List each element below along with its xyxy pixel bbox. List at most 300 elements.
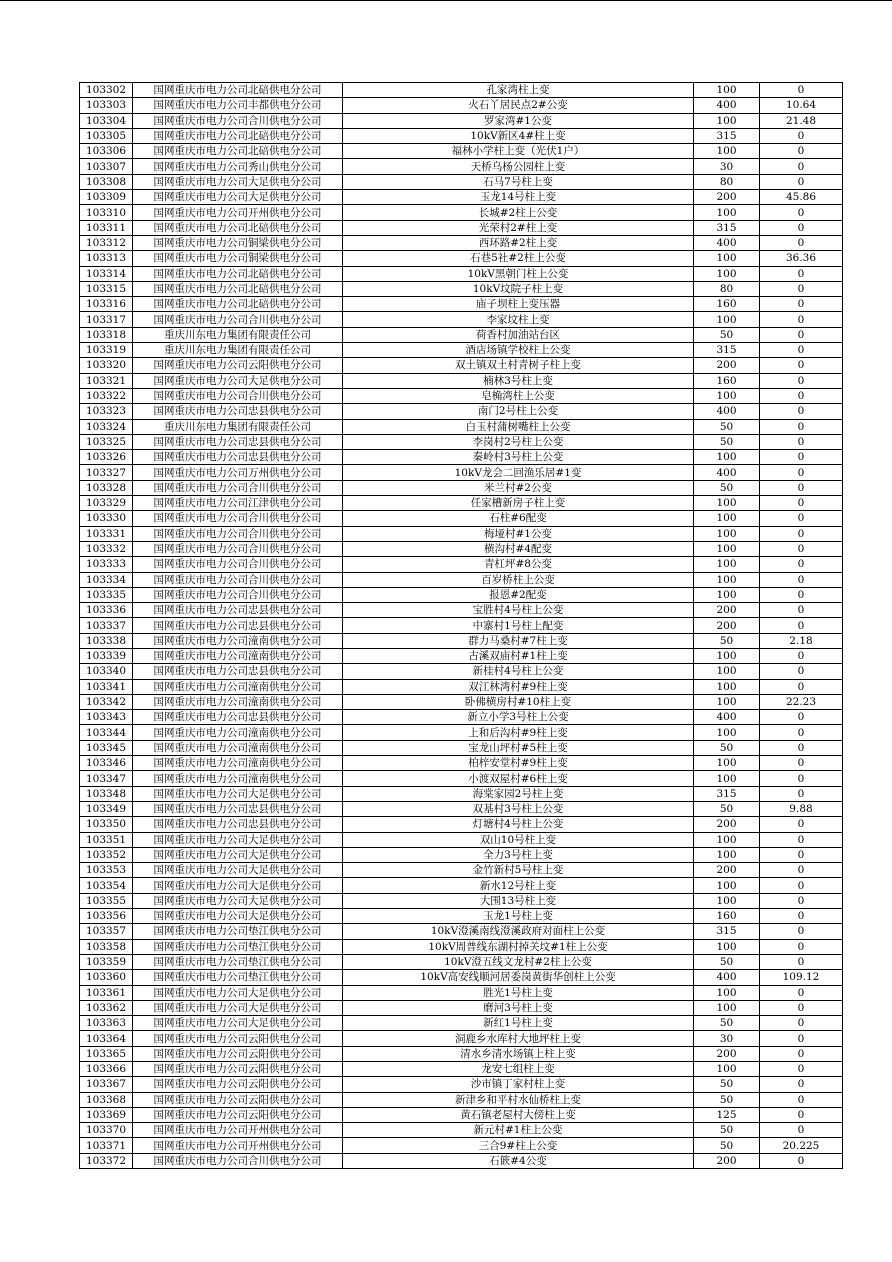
table-row: [80, 281, 843, 296]
capacity-cell: 315: [694, 220, 760, 235]
capacity-cell: 50: [694, 633, 760, 648]
row-id-cell: 103350: [80, 817, 133, 832]
transformer-name-cell: 新桂村4号柱上公变: [343, 664, 694, 679]
company-cell: 国网重庆市电力公司大足供电分公司: [133, 909, 343, 924]
company-cell: 国网重庆市电力公司潼南供电分公司: [133, 694, 343, 709]
capacity-cell: 100: [694, 1062, 760, 1077]
capacity-cell: 100: [694, 756, 760, 771]
row-id-cell: 103324: [80, 419, 133, 434]
value-cell: 0: [760, 235, 843, 250]
value-cell: 0: [760, 909, 843, 924]
row-id-cell: 103311: [80, 220, 133, 235]
company-cell: 国网重庆市电力公司潼南供电分公司: [133, 679, 343, 694]
row-id-cell: 103310: [80, 205, 133, 220]
table-row: [80, 98, 843, 113]
table-row: [80, 801, 843, 816]
capacity-cell: 100: [694, 648, 760, 663]
transformer-name-cell: 双土镇双土村青树子柱上变: [343, 358, 694, 373]
capacity-cell: 100: [694, 388, 760, 403]
company-cell: 国网重庆市电力公司北碚供电分公司: [133, 297, 343, 312]
value-cell: 0: [760, 603, 843, 618]
row-id-cell: 103358: [80, 939, 133, 954]
transformer-name-cell: 石马7号柱上变: [343, 174, 694, 189]
row-id-cell: 103319: [80, 343, 133, 358]
company-cell: 国网重庆市电力公司合川供电分公司: [133, 1153, 343, 1168]
capacity-cell: 100: [694, 572, 760, 587]
row-id-cell: 103332: [80, 541, 133, 556]
transformer-name-cell: 群力马桑村#7柱上变: [343, 633, 694, 648]
value-cell: 20.225: [760, 1138, 843, 1153]
value-cell: 0: [760, 725, 843, 740]
company-cell: 国网重庆市电力公司开州供电分公司: [133, 205, 343, 220]
value-cell: 0: [760, 144, 843, 159]
value-cell: 0: [760, 419, 843, 434]
company-cell: 国网重庆市电力公司合川供电分公司: [133, 312, 343, 327]
capacity-cell: 200: [694, 618, 760, 633]
capacity-cell: 200: [694, 190, 760, 205]
capacity-cell: 50: [694, 1092, 760, 1107]
company-cell: 国网重庆市电力公司大足供电分公司: [133, 1016, 343, 1031]
transformer-name-cell: 磨河3号柱上变: [343, 1000, 694, 1015]
value-cell: 0: [760, 1000, 843, 1015]
company-cell: 国网重庆市电力公司忠县供电分公司: [133, 817, 343, 832]
row-id-cell: 103344: [80, 725, 133, 740]
value-cell: 0: [760, 159, 843, 174]
table-row: [80, 771, 843, 786]
transformer-name-cell: 酒店场镇学校柱上公变: [343, 343, 694, 358]
row-id-cell: 103323: [80, 404, 133, 419]
table-row: [80, 1046, 843, 1061]
capacity-cell: 100: [694, 526, 760, 541]
capacity-cell: 200: [694, 863, 760, 878]
row-id-cell: 103335: [80, 587, 133, 602]
value-cell: 0: [760, 1062, 843, 1077]
transformer-name-cell: 双江林湾村#9柱上变: [343, 679, 694, 694]
value-cell: 0: [760, 863, 843, 878]
table-row: [80, 1000, 843, 1015]
table-row: [80, 878, 843, 893]
company-cell: 国网重庆市电力公司云阳供电分公司: [133, 1107, 343, 1122]
company-cell: 重庆川东电力集团有限责任公司: [133, 419, 343, 434]
row-id-cell: 103330: [80, 511, 133, 526]
value-cell: 0: [760, 710, 843, 725]
table-row: [80, 496, 843, 511]
company-cell: 国网重庆市电力公司忠县供电分公司: [133, 434, 343, 449]
company-cell: 国网重庆市电力公司开州供电分公司: [133, 1123, 343, 1138]
row-id-cell: 103331: [80, 526, 133, 541]
table-row: [80, 756, 843, 771]
company-cell: 国网重庆市电力公司垫江供电分公司: [133, 924, 343, 939]
capacity-cell: 50: [694, 1077, 760, 1092]
transformer-name-cell: 横沟村#4配变: [343, 541, 694, 556]
table-row: [80, 1138, 843, 1153]
value-cell: 0: [760, 220, 843, 235]
capacity-cell: 315: [694, 128, 760, 143]
value-cell: 0: [760, 434, 843, 449]
row-id-cell: 103356: [80, 909, 133, 924]
table-row: [80, 664, 843, 679]
table-row: [80, 251, 843, 266]
transformer-name-cell: 火石丫居民点2#公变: [343, 98, 694, 113]
table-row: [80, 648, 843, 663]
capacity-cell: 200: [694, 603, 760, 618]
value-cell: 0: [760, 572, 843, 587]
capacity-cell: 200: [694, 358, 760, 373]
company-cell: 国网重庆市电力公司潼南供电分公司: [133, 740, 343, 755]
transformer-name-cell: 上和后沟村#9柱上变: [343, 725, 694, 740]
capacity-cell: 50: [694, 801, 760, 816]
transformer-table: [79, 82, 843, 1169]
value-cell: 0: [760, 1046, 843, 1061]
table-row: [80, 970, 843, 985]
row-id-cell: 103360: [80, 970, 133, 985]
row-id-cell: 103345: [80, 740, 133, 755]
value-cell: 0: [760, 664, 843, 679]
value-cell: 0: [760, 1031, 843, 1046]
table-row: [80, 113, 843, 128]
capacity-cell: 125: [694, 1107, 760, 1122]
table-row: [80, 266, 843, 281]
capacity-cell: 100: [694, 83, 760, 98]
row-id-cell: 103352: [80, 847, 133, 862]
row-id-cell: 103340: [80, 664, 133, 679]
value-cell: 0: [760, 847, 843, 862]
row-id-cell: 103302: [80, 83, 133, 98]
company-cell: 国网重庆市电力公司大足供电分公司: [133, 985, 343, 1000]
capacity-cell: 50: [694, 419, 760, 434]
value-cell: 36.36: [760, 251, 843, 266]
value-cell: 0: [760, 480, 843, 495]
transformer-name-cell: 10kV坟院子柱上变: [343, 281, 694, 296]
table-row: [80, 465, 843, 480]
transformer-name-cell: 10kV澄五线文龙村#2柱上公变: [343, 954, 694, 969]
transformer-name-cell: 孔家湾柱上变: [343, 83, 694, 98]
row-id-cell: 103343: [80, 710, 133, 725]
table-row: [80, 1107, 843, 1122]
transformer-name-cell: 秦岭村3号柱上公变: [343, 450, 694, 465]
transformer-name-cell: 新立小学3号柱上公变: [343, 710, 694, 725]
transformer-name-cell: 米兰村#2公变: [343, 480, 694, 495]
table-row: [80, 312, 843, 327]
capacity-cell: 100: [694, 725, 760, 740]
capacity-cell: 400: [694, 98, 760, 113]
transformer-name-cell: 清水乡清水场镇上柱上变: [343, 1046, 694, 1061]
company-cell: 国网重庆市电力公司大足供电分公司: [133, 832, 343, 847]
capacity-cell: 160: [694, 297, 760, 312]
row-id-cell: 103334: [80, 572, 133, 587]
capacity-cell: 100: [694, 939, 760, 954]
table-row: [80, 388, 843, 403]
company-cell: 国网重庆市电力公司大足供电分公司: [133, 373, 343, 388]
capacity-cell: 200: [694, 817, 760, 832]
company-cell: 国网重庆市电力公司北碚供电分公司: [133, 83, 343, 98]
capacity-cell: 100: [694, 664, 760, 679]
value-cell: 0: [760, 924, 843, 939]
row-id-cell: 103321: [80, 373, 133, 388]
company-cell: 国网重庆市电力公司垫江供电分公司: [133, 939, 343, 954]
company-cell: 国网重庆市电力公司北碚供电分公司: [133, 128, 343, 143]
row-id-cell: 103304: [80, 113, 133, 128]
transformer-name-cell: 新水12号柱上变: [343, 878, 694, 893]
company-cell: 国网重庆市电力公司江津供电分公司: [133, 496, 343, 511]
row-id-cell: 103362: [80, 1000, 133, 1015]
capacity-cell: 100: [694, 511, 760, 526]
transformer-name-cell: 龙安七组柱上变: [343, 1062, 694, 1077]
value-cell: 0: [760, 297, 843, 312]
table-row: [80, 633, 843, 648]
row-id-cell: 103326: [80, 450, 133, 465]
row-id-cell: 103333: [80, 557, 133, 572]
row-id-cell: 103348: [80, 786, 133, 801]
row-id-cell: 103355: [80, 893, 133, 908]
table-row: [80, 1031, 843, 1046]
value-cell: 0: [760, 1016, 843, 1031]
company-cell: 国网重庆市电力公司忠县供电分公司: [133, 801, 343, 816]
value-cell: 0: [760, 388, 843, 403]
table-row: [80, 159, 843, 174]
table-row: [80, 1153, 843, 1168]
transformer-name-cell: 任家槽新房子柱上变: [343, 496, 694, 511]
transformer-name-cell: 皂桷湾柱上公变: [343, 388, 694, 403]
value-cell: 109.12: [760, 970, 843, 985]
company-cell: 国网重庆市电力公司潼南供电分公司: [133, 633, 343, 648]
value-cell: 0: [760, 954, 843, 969]
transformer-name-cell: 百岁桥柱上公变: [343, 572, 694, 587]
transformer-name-cell: 天桥乌杨公园柱上变: [343, 159, 694, 174]
transformer-name-cell: 新元村#1柱上公变: [343, 1123, 694, 1138]
table-row: [80, 190, 843, 205]
row-id-cell: 103369: [80, 1107, 133, 1122]
transformer-name-cell: 光荣村2#柱上变: [343, 220, 694, 235]
company-cell: 国网重庆市电力公司合川供电分公司: [133, 587, 343, 602]
row-id-cell: 103341: [80, 679, 133, 694]
company-cell: 国网重庆市电力公司开州供电分公司: [133, 1138, 343, 1153]
transformer-name-cell: 宝龙山坪村#5柱上变: [343, 740, 694, 755]
capacity-cell: 160: [694, 909, 760, 924]
capacity-cell: 100: [694, 694, 760, 709]
transformer-name-cell: 荷香村加油站台区: [343, 327, 694, 342]
value-cell: 0: [760, 786, 843, 801]
row-id-cell: 103364: [80, 1031, 133, 1046]
value-cell: 0: [760, 832, 843, 847]
company-cell: 国网重庆市电力公司合川供电分公司: [133, 480, 343, 495]
table-row: [80, 909, 843, 924]
company-cell: 重庆川东电力集团有限责任公司: [133, 343, 343, 358]
capacity-cell: 30: [694, 159, 760, 174]
transformer-name-cell: 10kV澄溪南线澄溪政府对面柱上公变: [343, 924, 694, 939]
value-cell: 0: [760, 893, 843, 908]
transformer-name-cell: 楠林3号柱上变: [343, 373, 694, 388]
capacity-cell: 100: [694, 832, 760, 847]
capacity-cell: 100: [694, 496, 760, 511]
capacity-cell: 100: [694, 893, 760, 908]
table-row: [80, 572, 843, 587]
transformer-name-cell: 10kV高安线顺河居委岗黄街华创柱上公变: [343, 970, 694, 985]
value-cell: 0: [760, 1077, 843, 1092]
transformer-name-cell: 宝胜村4号柱上公变: [343, 603, 694, 618]
row-id-cell: 103307: [80, 159, 133, 174]
company-cell: 国网重庆市电力公司大足供电分公司: [133, 190, 343, 205]
table-row: [80, 1077, 843, 1092]
capacity-cell: 100: [694, 312, 760, 327]
company-cell: 国网重庆市电力公司铜梁供电分公司: [133, 235, 343, 250]
company-cell: 国网重庆市电力公司大足供电分公司: [133, 878, 343, 893]
capacity-cell: 100: [694, 205, 760, 220]
transformer-name-cell: 南门2号柱上公变: [343, 404, 694, 419]
table-row: [80, 954, 843, 969]
capacity-cell: 315: [694, 343, 760, 358]
table-row: [80, 404, 843, 419]
company-cell: 国网重庆市电力公司潼南供电分公司: [133, 771, 343, 786]
company-cell: 国网重庆市电力公司合川供电分公司: [133, 511, 343, 526]
row-id-cell: 103359: [80, 954, 133, 969]
capacity-cell: 400: [694, 970, 760, 985]
value-cell: 0: [760, 878, 843, 893]
transformer-name-cell: 新红1号柱上变: [343, 1016, 694, 1031]
row-id-cell: 103316: [80, 297, 133, 312]
row-id-cell: 103325: [80, 434, 133, 449]
value-cell: 0: [760, 618, 843, 633]
company-cell: 国网重庆市电力公司合川供电分公司: [133, 388, 343, 403]
value-cell: 0: [760, 817, 843, 832]
row-id-cell: 103368: [80, 1092, 133, 1107]
value-cell: 0: [760, 985, 843, 1000]
row-id-cell: 103347: [80, 771, 133, 786]
transformer-name-cell: 大围13号柱上变: [343, 893, 694, 908]
capacity-cell: 50: [694, 327, 760, 342]
row-id-cell: 103338: [80, 633, 133, 648]
table-row: [80, 174, 843, 189]
row-id-cell: 103357: [80, 924, 133, 939]
row-id-cell: 103328: [80, 480, 133, 495]
value-cell: 0: [760, 450, 843, 465]
value-cell: 0: [760, 496, 843, 511]
row-id-cell: 103349: [80, 801, 133, 816]
transformer-name-cell: 10kV龙会二回渔乐居#1变: [343, 465, 694, 480]
transformer-name-cell: 中寨村1号柱上配变: [343, 618, 694, 633]
company-cell: 国网重庆市电力公司北碚供电分公司: [133, 220, 343, 235]
table-row: [80, 694, 843, 709]
transformer-name-cell: 福林小学柱上变（光伏1户）: [343, 144, 694, 159]
row-id-cell: 103308: [80, 174, 133, 189]
value-cell: 0: [760, 205, 843, 220]
transformer-name-cell: 洞鹿乡水库村大地坪柱上变: [343, 1031, 694, 1046]
company-cell: 国网重庆市电力公司铜梁供电分公司: [133, 251, 343, 266]
row-id-cell: 103351: [80, 832, 133, 847]
capacity-cell: 50: [694, 480, 760, 495]
capacity-cell: 100: [694, 587, 760, 602]
row-id-cell: 103317: [80, 312, 133, 327]
transformer-name-cell: 石巷5社#2柱上公变: [343, 251, 694, 266]
row-id-cell: 103339: [80, 648, 133, 663]
transformer-name-cell: 青杠坪#8公变: [343, 557, 694, 572]
transformer-name-cell: 西环路#2柱上变: [343, 235, 694, 250]
row-id-cell: 103315: [80, 281, 133, 296]
value-cell: 0: [760, 83, 843, 98]
table-row: [80, 725, 843, 740]
row-id-cell: 103320: [80, 358, 133, 373]
capacity-cell: 100: [694, 266, 760, 281]
transformer-name-cell: 李岗村2号柱上公变: [343, 434, 694, 449]
table-row: [80, 480, 843, 495]
value-cell: 45.86: [760, 190, 843, 205]
table-row: [80, 587, 843, 602]
table-row: [80, 618, 843, 633]
value-cell: 0: [760, 587, 843, 602]
table-row: [80, 526, 843, 541]
table-row: [80, 205, 843, 220]
value-cell: 0: [760, 373, 843, 388]
capacity-cell: 160: [694, 373, 760, 388]
table-row: [80, 434, 843, 449]
capacity-cell: 400: [694, 465, 760, 480]
transformer-name-cell: 10kV新区4#柱上变: [343, 128, 694, 143]
transformer-name-cell: 双山10号柱上变: [343, 832, 694, 847]
company-cell: 国网重庆市电力公司忠县供电分公司: [133, 710, 343, 725]
company-cell: 国网重庆市电力公司忠县供电分公司: [133, 664, 343, 679]
capacity-cell: 50: [694, 740, 760, 755]
capacity-cell: 100: [694, 113, 760, 128]
transformer-name-cell: 石篏#4公变: [343, 1153, 694, 1168]
transformer-name-cell: 报恩#2配变: [343, 587, 694, 602]
table-row: [80, 847, 843, 862]
value-cell: 0: [760, 266, 843, 281]
table-row: [80, 128, 843, 143]
transformer-name-cell: 白玉村蒲树嘴柱上公变: [343, 419, 694, 434]
transformer-name-cell: 黄石镇老屋村大傍柱上变: [343, 1107, 694, 1122]
transformer-name-cell: 卧佛横房村#10柱上变: [343, 694, 694, 709]
value-cell: 0: [760, 1153, 843, 1168]
value-cell: 0: [760, 679, 843, 694]
table-row: [80, 358, 843, 373]
table-row: [80, 327, 843, 342]
transformer-name-cell: 金竹新村5号柱上变: [343, 863, 694, 878]
value-cell: 0: [760, 343, 843, 358]
value-cell: 0: [760, 541, 843, 556]
value-cell: 0: [760, 557, 843, 572]
capacity-cell: 80: [694, 281, 760, 296]
row-id-cell: 103366: [80, 1062, 133, 1077]
capacity-cell: 200: [694, 1153, 760, 1168]
transformer-name-cell: 双基村3号柱上公变: [343, 801, 694, 816]
table-row: [80, 985, 843, 1000]
company-cell: 国网重庆市电力公司大足供电分公司: [133, 863, 343, 878]
row-id-cell: 103318: [80, 327, 133, 342]
transformer-name-cell: 梅垭村#1公变: [343, 526, 694, 541]
company-cell: 国网重庆市电力公司云阳供电分公司: [133, 1092, 343, 1107]
row-id-cell: 103305: [80, 128, 133, 143]
transformer-name-cell: 海棠家园2号柱上变: [343, 786, 694, 801]
row-id-cell: 103342: [80, 694, 133, 709]
company-cell: 国网重庆市电力公司合川供电分公司: [133, 541, 343, 556]
value-cell: 0: [760, 404, 843, 419]
transformer-name-cell: 李家坟柱上变: [343, 312, 694, 327]
company-cell: 国网重庆市电力公司北碚供电分公司: [133, 266, 343, 281]
company-cell: 国网重庆市电力公司北碚供电分公司: [133, 281, 343, 296]
value-cell: 0: [760, 281, 843, 296]
table-row: [80, 710, 843, 725]
transformer-name-cell: 庙子坝柱上变压器: [343, 297, 694, 312]
table-row: [80, 924, 843, 939]
row-id-cell: 103306: [80, 144, 133, 159]
transformer-name-cell: 长城#2柱上公变: [343, 205, 694, 220]
capacity-cell: 100: [694, 557, 760, 572]
row-id-cell: 103365: [80, 1046, 133, 1061]
capacity-cell: 100: [694, 450, 760, 465]
row-id-cell: 103314: [80, 266, 133, 281]
value-cell: 0: [760, 312, 843, 327]
company-cell: 重庆川东电力集团有限责任公司: [133, 327, 343, 342]
